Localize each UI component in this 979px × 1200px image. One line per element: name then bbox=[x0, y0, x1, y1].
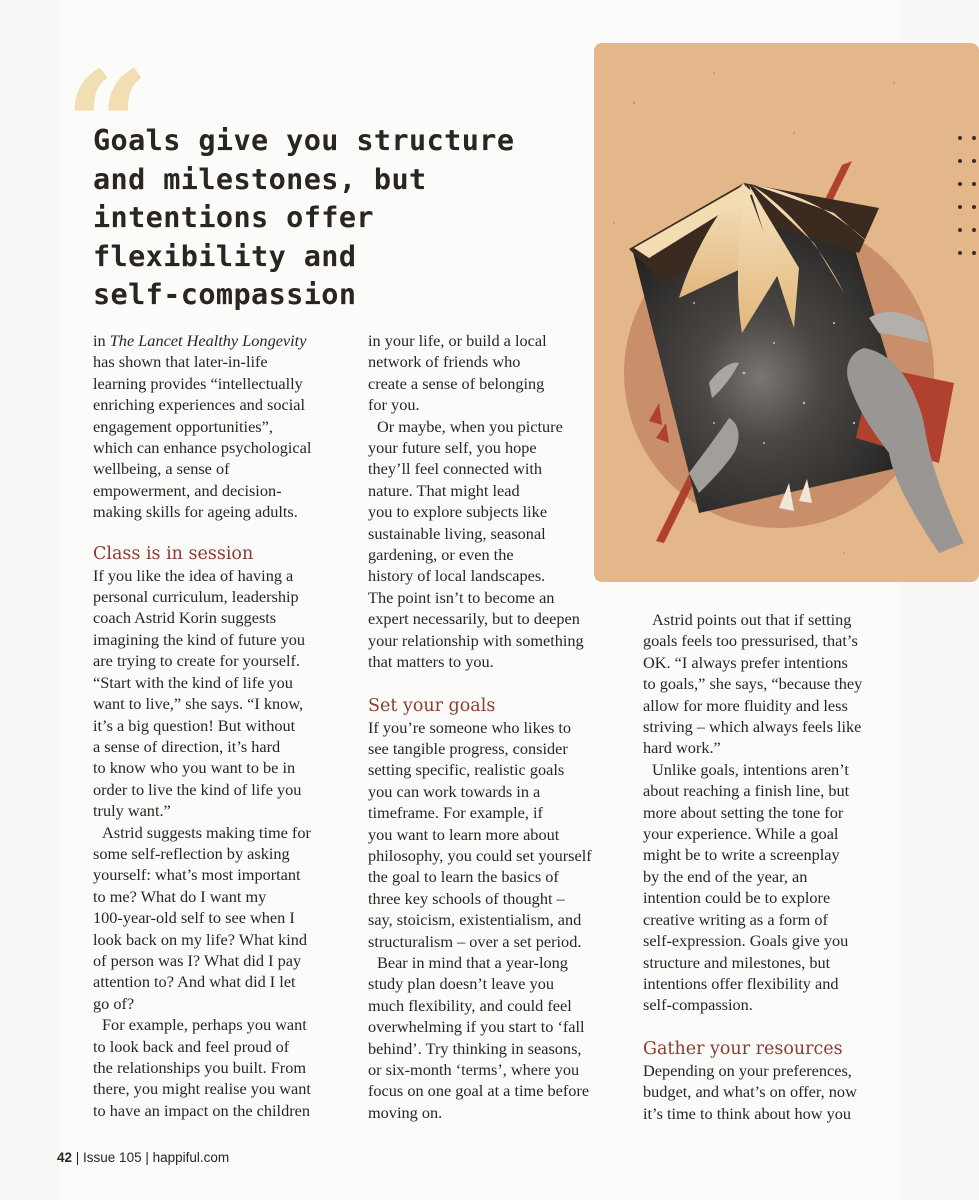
body-line: you to explore subjects like bbox=[368, 502, 548, 522]
body-line: structuralism – over a set period. bbox=[368, 931, 582, 951]
body-line: go of? bbox=[93, 993, 135, 1013]
body-line: sustainable living, seasonal bbox=[368, 523, 546, 543]
body-line: yourself: what’s most important bbox=[93, 865, 301, 885]
body-line: structure and milestones, but bbox=[643, 952, 831, 972]
body-line: create a sense of belonging bbox=[368, 373, 545, 393]
body-line: about reaching a finish line, but bbox=[643, 781, 850, 801]
body-line: philosophy, you could set yourself bbox=[368, 845, 592, 865]
pull-quote-line: flexibility and bbox=[93, 239, 357, 273]
body-line: nature. That might lead bbox=[368, 480, 520, 500]
body-line: attention to? And what did I let bbox=[93, 972, 296, 992]
body-line: coach Astrid Korin suggests bbox=[93, 608, 277, 628]
body-line: a sense of direction, it’s hard bbox=[93, 736, 281, 756]
body-line: to me? What do I want my bbox=[93, 886, 267, 906]
body-line: the relationships you built. From bbox=[93, 1058, 306, 1077]
body-line: order to live the kind of life you bbox=[93, 779, 302, 799]
body-line: personal curriculum, leadership bbox=[93, 587, 299, 607]
body-line: the goal to learn the basics of bbox=[368, 867, 559, 887]
body-line: Bear in mind that a year-long bbox=[377, 952, 568, 972]
body-line: intention could be to explore bbox=[643, 888, 831, 908]
body-line: by the end of the year, an bbox=[643, 866, 808, 886]
body-line: network of friends who bbox=[368, 352, 521, 372]
body-line: gardening, or even the bbox=[368, 545, 514, 565]
body-line: Depending on your preferences, bbox=[643, 1060, 852, 1080]
body-line bbox=[93, 330, 343, 351]
body-line: behind’. Try thinking in seasons, bbox=[368, 1038, 582, 1058]
body-line: look back on my life? What kind bbox=[93, 929, 308, 949]
section-heading: Class is in session bbox=[93, 543, 254, 564]
body-line: your future self, you hope bbox=[368, 438, 537, 458]
body-line: budget, and what’s on offer, now bbox=[643, 1082, 857, 1102]
body-line: say, stoicism, existentialism, and bbox=[368, 910, 582, 930]
page-number: 42 bbox=[57, 1150, 73, 1165]
body-line: has shown that later-in-life bbox=[93, 352, 268, 372]
body-line: to have an impact on the children bbox=[93, 1100, 311, 1120]
body-line: The point isn’t to become an bbox=[368, 587, 555, 607]
column-2 bbox=[368, 330, 618, 1123]
body-line: expert necessarily, but to deepen bbox=[368, 609, 580, 629]
body-line: for you. bbox=[368, 395, 420, 415]
body-line: hard work.” bbox=[643, 738, 721, 758]
body-line: much flexibility, and could feel bbox=[368, 995, 572, 1015]
body-line: Astrid points out that if setting bbox=[652, 610, 852, 629]
section-heading: Gather your resources bbox=[643, 1038, 843, 1059]
page-footer bbox=[57, 1150, 229, 1165]
body-line: imagining the kind of future you bbox=[93, 629, 306, 649]
column-3 bbox=[643, 609, 893, 1124]
body-line: they’ll feel connected with bbox=[368, 459, 543, 479]
body-line: enriching experiences and social bbox=[93, 395, 306, 415]
body-line: to know who you want to be in bbox=[93, 758, 296, 778]
body-line: to look back and feel proud of bbox=[93, 1036, 290, 1056]
body-line: If you like the idea of having a bbox=[93, 565, 294, 585]
body-line: there, you might realise you want bbox=[93, 1079, 311, 1099]
body-line: some self-reflection by asking bbox=[93, 843, 290, 863]
section-heading: Set your goals bbox=[368, 695, 496, 716]
body-line: self-compassion. bbox=[643, 995, 753, 1015]
body-line: it’s a big question! But without bbox=[93, 715, 296, 735]
body-line: OK. “I always prefer intentions bbox=[643, 652, 848, 672]
body-line: are trying to create for yourself. bbox=[93, 651, 301, 671]
body-line: of person was I? What did I pay bbox=[93, 950, 302, 970]
body-line: Astrid suggests making time for bbox=[102, 822, 311, 842]
body-line: Or maybe, when you picture bbox=[377, 416, 563, 436]
body-line: striving – which always feels like bbox=[643, 717, 862, 737]
body-line: learning provides “intellectually bbox=[93, 373, 303, 393]
body-line: focus on one goal at a time before bbox=[368, 1081, 590, 1101]
pull-quote-line: self-compassion bbox=[93, 278, 357, 311]
body-line: that matters to you. bbox=[368, 652, 494, 672]
pull-quote-line: Goals give you structure bbox=[93, 124, 515, 157]
body-line: 100-year-old self to see when I bbox=[93, 908, 295, 928]
body-line: three key schools of thought – bbox=[368, 888, 565, 908]
body-line: in your life, or build a local bbox=[368, 331, 547, 350]
body-line: allow for more fluidity and less bbox=[643, 695, 848, 715]
body-line: setting specific, realistic goals bbox=[368, 760, 565, 780]
pull-quote-line: and milestones, but bbox=[93, 162, 427, 196]
body-line: engagement opportunities”, bbox=[93, 416, 273, 436]
body-line: If you’re someone who likes to bbox=[368, 717, 572, 737]
body-line: or six-month ‘terms’, where you bbox=[368, 1060, 580, 1079]
body-line: creative writing as a form of bbox=[643, 909, 828, 929]
body-line: more about setting the tone for bbox=[643, 802, 844, 822]
body-line: it’s time to think about how you bbox=[643, 1103, 852, 1123]
body-line: making skills for ageing adults. bbox=[93, 502, 298, 522]
body-line: your relationship with something bbox=[368, 630, 584, 650]
body-line: want to live,” she says. “I know, bbox=[93, 694, 304, 714]
body-line: intentions offer flexibility and bbox=[643, 973, 839, 993]
body-line: overwhelming if you start to ‘fall bbox=[368, 1017, 585, 1037]
body-line: self-expression. Goals give you bbox=[643, 931, 849, 951]
publication-title: The Lancet Healthy Longevity bbox=[109, 331, 307, 350]
body-line: you want to learn more about bbox=[368, 824, 560, 844]
body-line: history of local landscapes. bbox=[368, 566, 546, 586]
pull-quote-line: intentions offer bbox=[93, 201, 374, 234]
illustration-book-hands-galaxy bbox=[594, 43, 979, 582]
body-line: empowerment, and decision- bbox=[93, 480, 282, 500]
body-line: timeframe. For example, if bbox=[368, 803, 543, 823]
body-line: to goals,” she says, “because they bbox=[643, 674, 863, 694]
body-line: study plan doesn’t leave you bbox=[368, 974, 554, 994]
issue-and-site: | Issue 105 | happiful.com bbox=[72, 1150, 230, 1165]
pull-quote bbox=[93, 122, 593, 315]
body-line: goals feels too pressurised, that’s bbox=[643, 631, 858, 651]
body-line: “Start with the kind of life you bbox=[93, 672, 293, 692]
body-line: you can work towards in a bbox=[368, 781, 541, 801]
body-line: Unlike goals, intentions aren’t bbox=[652, 759, 849, 779]
body-line: For example, perhaps you want bbox=[102, 1015, 307, 1035]
column-1 bbox=[93, 330, 343, 1121]
body-line: wellbeing, a sense of bbox=[93, 459, 230, 479]
body-line: might be to write a screenplay bbox=[643, 845, 840, 865]
body-line: see tangible progress, consider bbox=[368, 738, 568, 758]
body-line: moving on. bbox=[368, 1102, 443, 1122]
body-text: in bbox=[93, 331, 110, 350]
body-line: which can enhance psychological bbox=[93, 438, 312, 458]
body-line: truly want.” bbox=[93, 801, 171, 821]
quote-mark-icon: “ bbox=[64, 39, 151, 215]
body-line: your experience. While a goal bbox=[643, 824, 839, 844]
